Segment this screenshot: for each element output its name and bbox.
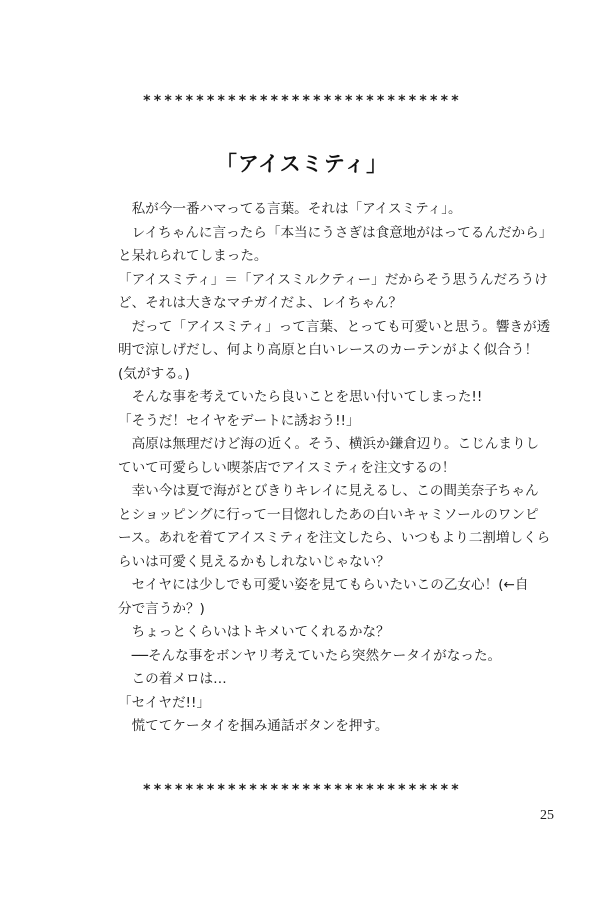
text-line: (気がする。)	[118, 365, 190, 382]
text-line: 「そうだ！セイヤをデートに誘おう!!」	[118, 412, 360, 429]
text-line: 私が今一番ハマってる言葉。それは「アイスミティ」。	[118, 201, 462, 217]
text-line: 「セイヤだ!!」	[118, 694, 211, 711]
page-number: 25	[540, 808, 554, 823]
text-line: らいは可愛く見えるかもしれないじゃない？	[118, 553, 390, 570]
text-line: ちょっとくらいはトキメいてくれるかな？	[118, 624, 390, 640]
story-title: 「アイスミティ」	[215, 152, 389, 176]
text-line: と呆れられてしまった。	[118, 248, 268, 264]
text-line: ──そんな事をボンヤリ考えていたら突然ケータイがなった。	[118, 647, 502, 664]
bottom-separator: ******************************	[142, 782, 462, 798]
text-line: 明で涼しげだし、何より高原と白いレースのカーテンがよく似合う！	[118, 342, 539, 358]
text-line: 高原は無理だけど海の近く。そう、横浜か鎌倉辺り。こじんまりし	[118, 436, 540, 452]
top-separator: ******************************	[142, 93, 462, 109]
story-body	[118, 198, 553, 739]
text-line: 幸い今は夏で海がとびきりキレイに見えるし、この間美奈子ちゃん	[118, 483, 539, 499]
text-line: 「アイスミティ」＝「アイスミルクティー」だからそう思うんだろうけ	[118, 271, 548, 288]
text-line: ース。あれを着てアイスミティを注文したら、いつもより二割増しくら	[118, 530, 551, 546]
text-line: とショッピングに行って一目惚れしたあの白いキャミソールのワンピ	[118, 506, 539, 523]
text-line: この着メロは…	[118, 671, 227, 687]
text-line: 分で言うか？)	[118, 600, 205, 617]
text-line: ど、それは大きなマチガイだよ、レイちゃん？	[118, 295, 403, 311]
text-line: そんな事を考えていたら良いことを思い付いてしまった!!	[118, 389, 483, 405]
text-line: セイヤには少しでも可愛い姿を見てもらいたいこの乙女心！(←自	[118, 577, 529, 593]
text-line: 慌ててケータイを掴み通話ボタンを押す。	[118, 718, 389, 734]
text-line: だって「アイスミティ」って言葉、とっても可愛いと思う。響きが透	[118, 318, 551, 335]
text-line: ていて可愛らしい喫茶店でアイスミティを注文するの！	[118, 459, 456, 476]
text-line: レイちゃんに言ったら「本当にうさぎは食意地がはってるんだから」	[118, 224, 553, 241]
